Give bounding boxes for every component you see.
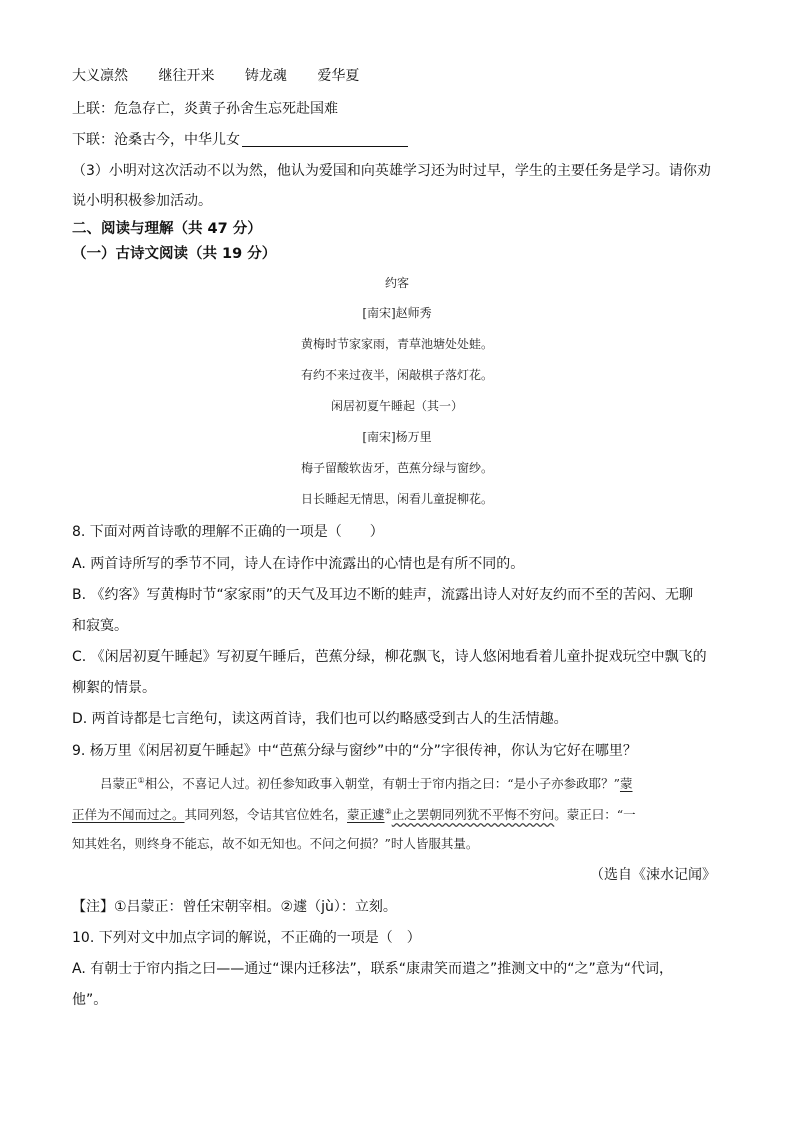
q8-option-c-line1: C. 《闲居初夏午睡起》写初夏午睡后，芭蕉分绿，柳花飘飞，诗人悠闲地看着儿童扑捉戏玩空中飘飞的 (72, 649, 707, 665)
q8-option-c-line2: 柳絮的情景。 (72, 680, 156, 696)
q8-option-b-line2: 和寂寞。 (72, 618, 128, 634)
poem1-line1: 黄梅时节家家雨，青草池塘处处蛙。 (300, 337, 493, 351)
q10-stem: 10. 下列对文中加点字词的解说，不正确的一项是（ ） (72, 930, 421, 946)
wavy-underlined-sentence: 止之罢朝同列犹不平悔不穷问 (391, 807, 555, 823)
q8-option-a: A. 两首诗所写的季节不同，诗人在诗作中流露出的心情也是有所不同的。 (72, 556, 525, 572)
source-citation: （选自《涑水记闻》 (590, 867, 716, 883)
prose-line1: 吕蒙正①相公，不喜记人过。初任参知政事入朝堂，有朝士于帘内指之曰：“是小子亦参政耶？”蒙 (100, 776, 633, 792)
q3-line2: 说小明积极参加活动。 (72, 193, 212, 209)
section-heading: 二、阅读与理解（共 47 分） (72, 221, 262, 237)
upper-couplet: 上联：危急存亡，炎黄子孙舍生忘死赴国难 (72, 101, 338, 117)
underlined-sentence: 正佯为不闻而过之。 (72, 807, 185, 823)
poem2-title: 闲居初夏午睡起（其一） (330, 399, 463, 413)
option-1: 大义凛然 (72, 68, 128, 84)
option-2: 继往开来 (158, 68, 215, 84)
q8-option-b-line1: B. 《约客》写黄梅时节“家家雨”的天气及耳边不断的蛙声，流露出诗人对好友约而不至的苦闷、无聊 (72, 587, 694, 603)
lower-couplet (72, 131, 408, 149)
lower-couplet-text: 下联：沧桑古今，中华儿女 (72, 132, 240, 148)
annotation-note: 【注】①吕蒙正：曾任宋朝宰相。②遽（jù）：立刻。 (72, 899, 397, 915)
couplet-options (72, 67, 359, 85)
option-4: 爱华夏 (317, 68, 360, 84)
q10-option-a-line2: 他”。 (72, 992, 108, 1008)
option-3: 铸龙魂 (244, 68, 287, 84)
poem1-line2: 有约不来过夜半，闲敲棋子落灯花。 (300, 368, 493, 382)
answer-blank[interactable] (242, 132, 408, 147)
q8-option-d: D. 两首诗都是七言绝句，读这两首诗，我们也可以约略感受到古人的生活情趣。 (72, 711, 568, 727)
poem2-author: [南宋]杨万里 (362, 430, 432, 444)
q10-option-a-line1: A. 有朝士于帘内指之曰——通过“课内迁移法”，联系“康肃笑而遣之”推测文中的“之”意为“代词， (72, 961, 673, 977)
poem1-title: 约客 (384, 276, 409, 290)
q3-line1: （3）小明对这次活动不以为然，他认为爱国和向英雄学习还为时过早，学生的主要任务是学习。请你劝 (72, 163, 711, 179)
poem2-line1: 梅子留酸软齿牙，芭蕉分绿与窗纱。 (300, 461, 493, 475)
poem1-author: [南宋]赵师秀 (362, 306, 432, 320)
poem2-line2: 日长睡起无情思，闲看儿童捉柳花。 (300, 492, 493, 506)
q9-stem: 9. 杨万里《闲居初夏午睡起》中“芭蕉分绿与窗纱”中的“分”字很传神，你认为它好在哪里？ (72, 743, 637, 759)
q8-stem: 8. 下面对两首诗歌的理解不正确的一项是（ ） (72, 524, 384, 540)
subsection-heading: （一）古诗文阅读（共 19 分） (72, 246, 277, 262)
prose-line2: 正佯为不闻而过之。其同列怒，令诘其官位姓名，蒙正遽②止之罢朝同列犹不平悔不穷问。蒙正曰：“一 (72, 807, 636, 823)
prose-line3: 知其姓名，则终身不能忘，故不如无知也。不问之何损？”时人皆服其量。 (72, 836, 479, 851)
